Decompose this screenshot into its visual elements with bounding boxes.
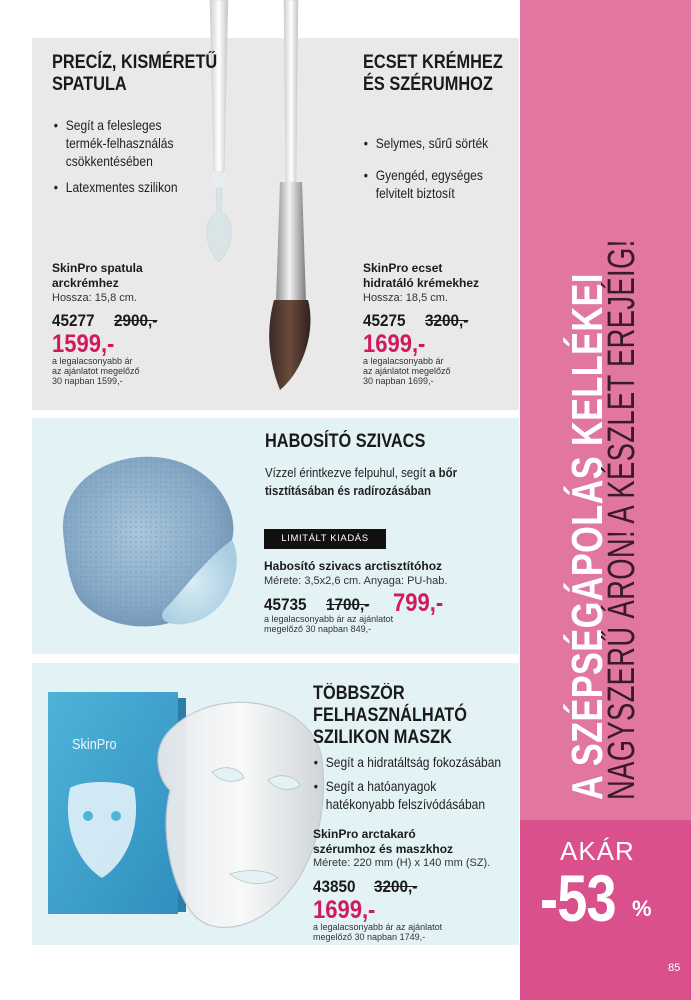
mask-box-label: SkinPro xyxy=(72,736,117,753)
mask-product-name: SkinPro arctakaró szérumhoz és maszkhoz xyxy=(313,827,454,856)
sponge-size: Mérete: 3,5x2,6 cm. Anyaga: PU-hab. xyxy=(264,575,448,587)
spatula-price-note: a legalacsonyabb ár az ajánlatot megelőző 30 napban 1599,- xyxy=(52,356,140,386)
sponge-old-price: 1700,- xyxy=(326,595,370,614)
list-item: • Segít a hatóanyagok hatékonyabb felszívódásában xyxy=(312,777,501,813)
limited-edition-badge: LIMITÁLT KIADÁS xyxy=(264,529,386,549)
mask-old-price: 3200,- xyxy=(374,877,418,896)
spatula-bullets xyxy=(52,116,178,204)
brush-old-price: 3200,- xyxy=(425,311,469,330)
brush-bullets xyxy=(362,134,488,210)
spatula-size: Hossza: 15,8 cm. xyxy=(52,292,137,304)
discount-label: AKÁR xyxy=(560,836,635,866)
sidebar-title: A SZÉPSÉGÁPOLÁS KELLÉKEI xyxy=(563,273,612,800)
sponge-description-line: Vízzel érintkezve felpuhul, segít a bőr xyxy=(265,465,458,480)
brush-illustration xyxy=(250,0,330,390)
mask-heading-line: TÖBBSZÖR xyxy=(313,683,405,704)
sponge-product-name: Habosító szivacs arctisztítóhoz xyxy=(264,559,443,573)
sponge-illustration xyxy=(44,440,254,640)
list-item: • Gyengéd, egységes felvitelt biztosít xyxy=(362,166,488,202)
spatula-heading-line: SPATULA xyxy=(52,74,127,95)
list-item: • Latexmentes szilikon xyxy=(52,178,178,196)
sidebar-subtitle: NAGYSZERŰ ÁRON! A KÉSZLET EREJÉIG! xyxy=(601,239,643,800)
brush-product-name: SkinPro ecset hidratáló krémekhez xyxy=(363,261,480,290)
discount-value: -53 xyxy=(540,861,616,935)
mask-size: Mérete: 220 mm (H) x 140 mm (SZ). xyxy=(313,857,491,869)
sponge-product-code: 45735 xyxy=(264,595,307,614)
mask-heading-line: FELHASZNÁLHATÓ xyxy=(313,705,468,726)
sponge-price-note: a legalacsonyabb ár az ajánlatot megelőző 30 napban 849,- xyxy=(264,614,394,634)
brush-heading xyxy=(363,52,503,96)
sponge-heading: HABOSÍTÓ SZIVACS xyxy=(265,431,426,452)
mask-heading xyxy=(313,683,467,749)
spatula-product-name: SkinPro spatula arckrémhez xyxy=(52,261,143,290)
list-item: • Selymes, sűrű sörték xyxy=(362,134,488,152)
list-item: • Segít a felesleges termék-felhasználás csökkentésében xyxy=(52,116,178,170)
list-item: • Segít a hidratáltság fokozásában xyxy=(312,753,501,771)
spatula-heading-line: PRECÍZ, KISMÉRETŰ xyxy=(52,52,218,73)
mask-bullets xyxy=(312,753,501,821)
spatula-old-price: 2900,- xyxy=(114,311,158,330)
brush-heading-line: ECSET KRÉMHEZ xyxy=(363,52,503,73)
brush-product-code: 45275 xyxy=(363,311,406,330)
spatula-new-price: 1599,- xyxy=(52,330,115,358)
brush-size: Hossza: 18,5 cm. xyxy=(363,292,448,304)
discount-percent: % xyxy=(632,896,652,921)
spatula-illustration xyxy=(190,0,250,270)
sponge-description-line: tisztításában és radírozásában xyxy=(265,483,431,498)
page-number: 85 xyxy=(668,962,681,974)
brush-price-note: a legalacsonyabb ár az ajánlatot megelőző 30 napban 1699,- xyxy=(363,356,451,386)
sponge-new-price: 799,- xyxy=(393,589,444,617)
brush-heading-line: ÉS SZÉRUMHOZ xyxy=(363,74,493,95)
mask-new-price: 1699,- xyxy=(313,896,376,924)
spatula-product-code: 45277 xyxy=(52,311,95,330)
brush-new-price: 1699,- xyxy=(363,330,426,358)
mask-heading-line: SZILIKON MASZK xyxy=(313,727,452,748)
spatula-heading xyxy=(52,52,217,96)
mask-price-note: a legalacsonyabb ár az ajánlatot megelőző 30 napban 1749,- xyxy=(313,922,443,942)
sponge-description xyxy=(265,464,457,500)
mask-illustration xyxy=(140,690,330,945)
mask-product-code: 43850 xyxy=(313,877,356,896)
